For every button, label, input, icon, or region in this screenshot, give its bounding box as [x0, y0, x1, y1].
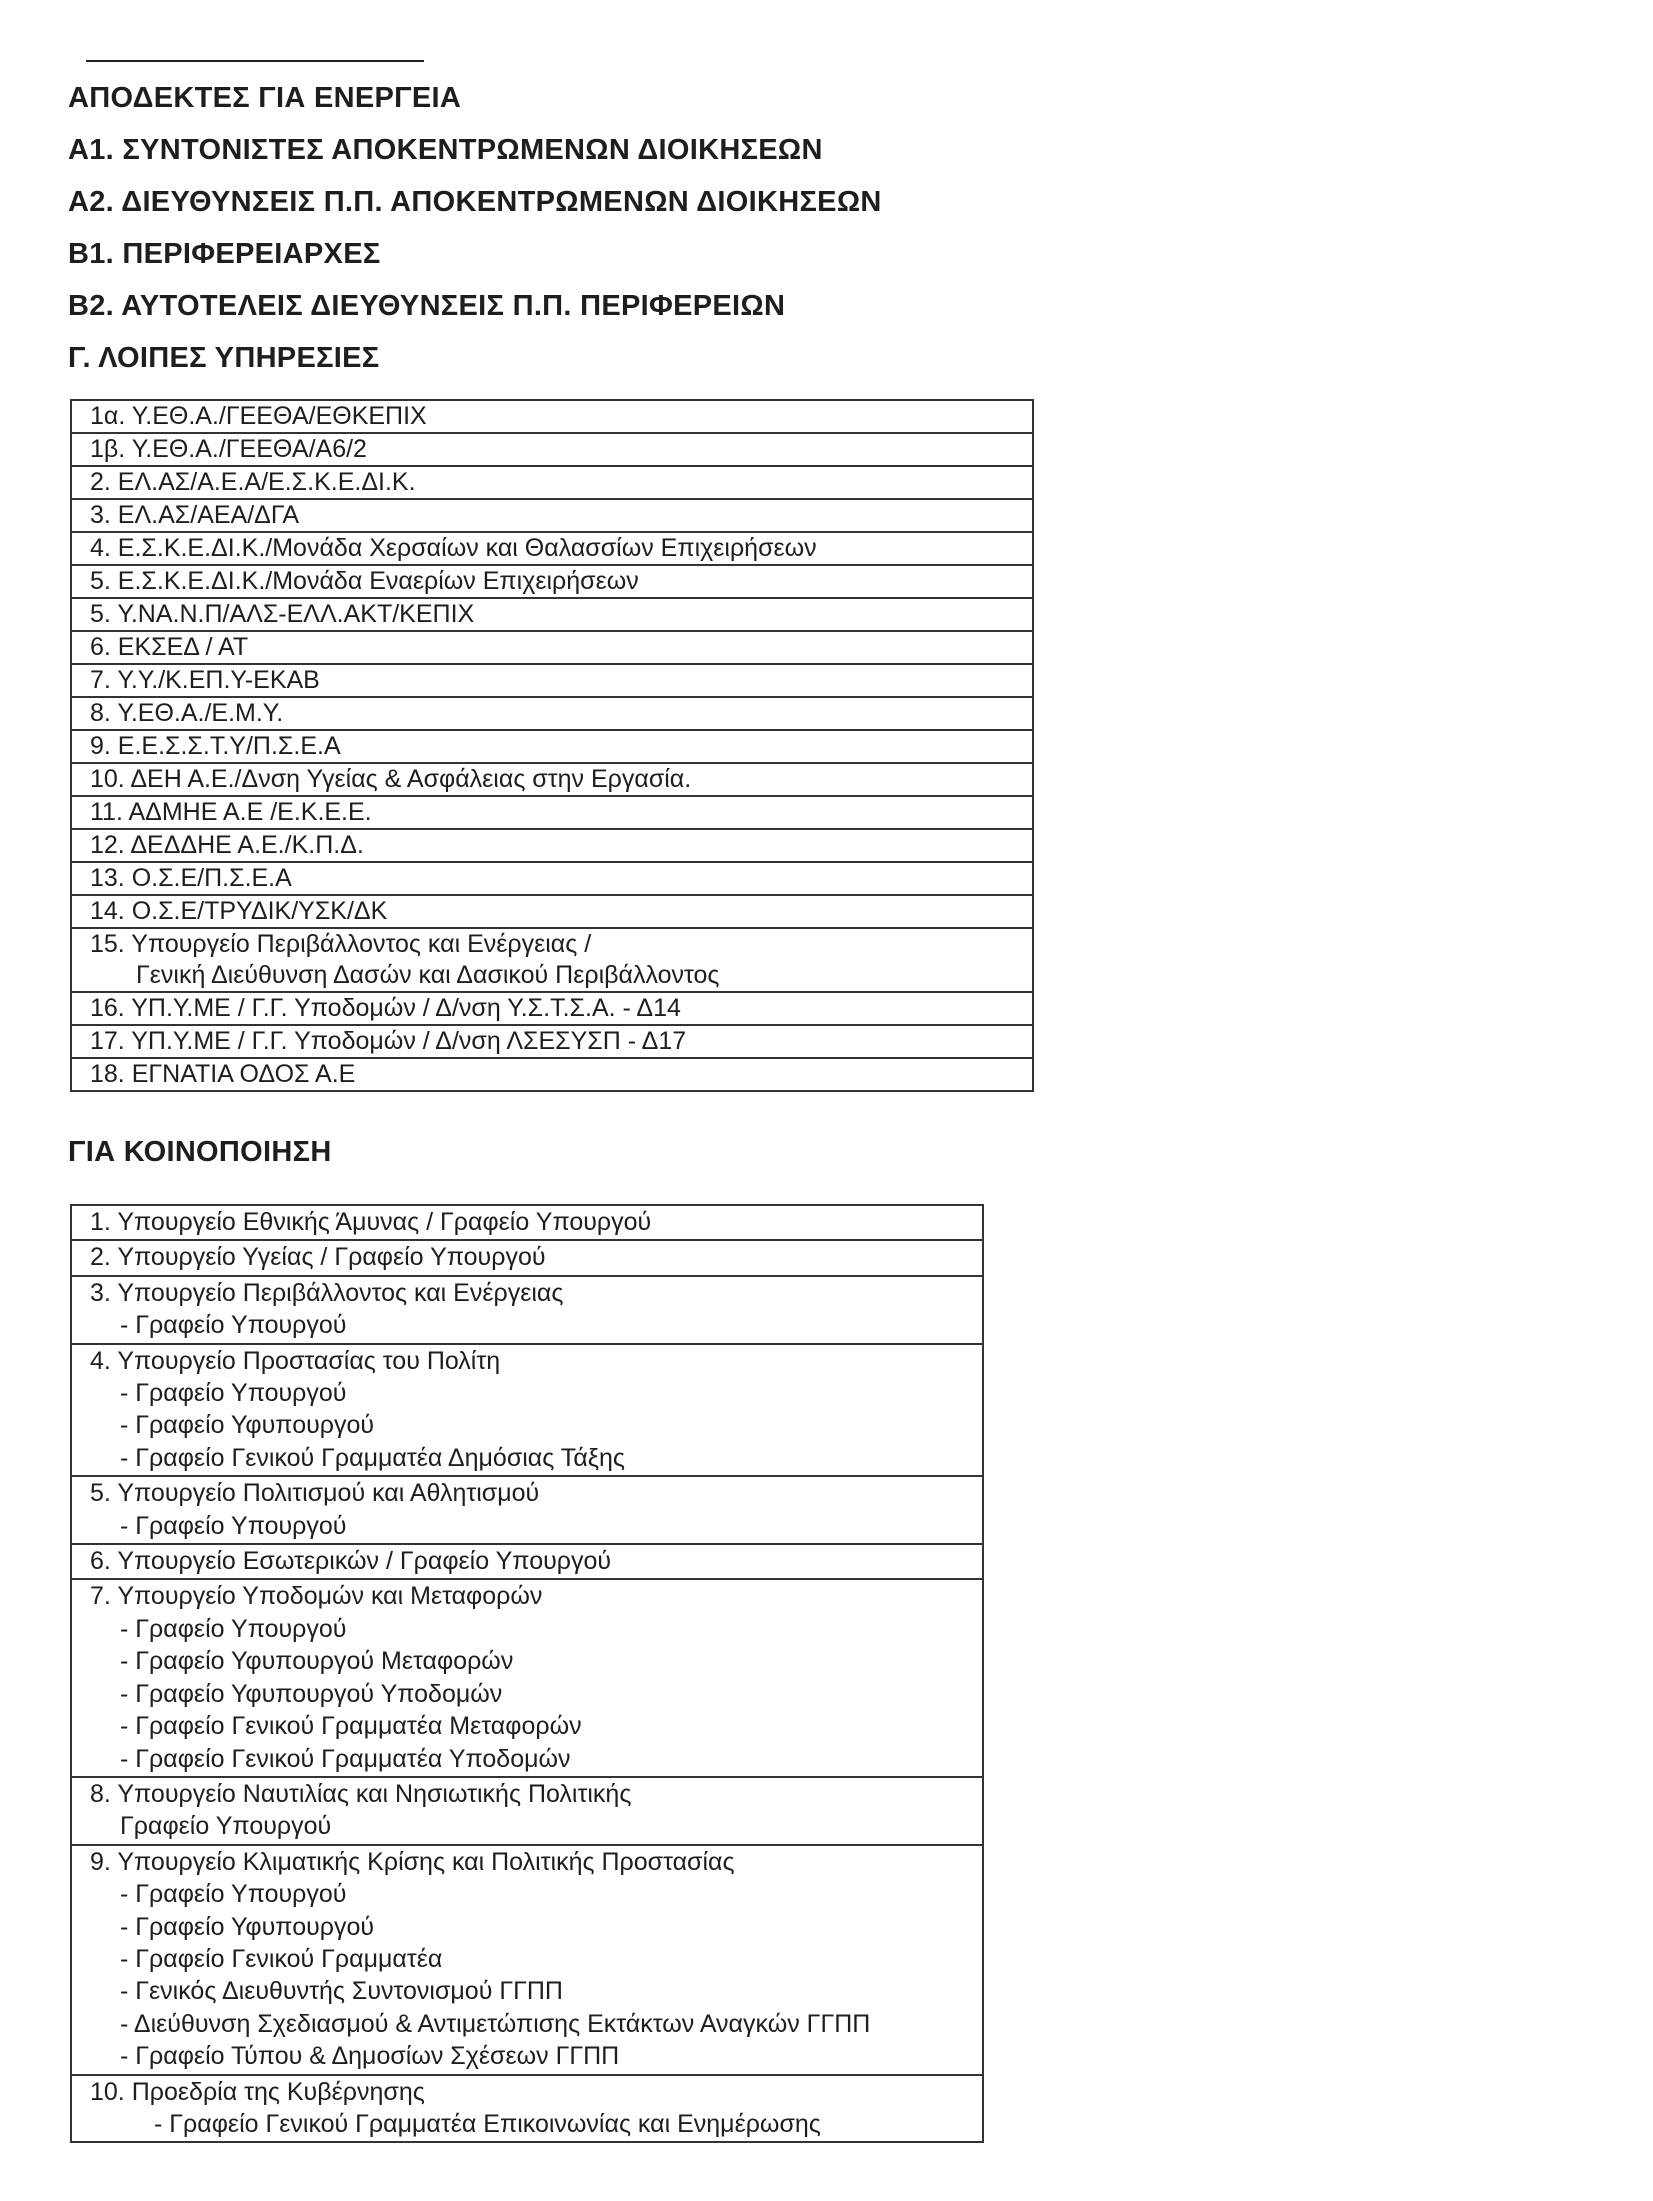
office-line: - Γενικός Διευθυντής Συντονισμού ΓΓΠΠ: [120, 1977, 563, 2006]
office-line: - Γραφείο Υφυπουργού Υποδομών: [120, 1679, 503, 1708]
table-row: [71, 829, 1033, 862]
table-row: [71, 1240, 983, 1275]
service-cell: 5. Ε.Σ.Κ.Ε.ΔΙ.Κ./Μονάδα Εναερίων Επιχειρήσεων: [71, 565, 1033, 598]
notification-table: [70, 1204, 984, 2143]
office-line: - Γραφείο Γενικού Γραμματέα Υποδομών: [120, 1744, 571, 1773]
ministry-title: 9. Υπουργείο Κλιματικής Κρίσης και Πολιτικής Προστασίας: [90, 1847, 735, 1876]
service-cell: 4. Ε.Σ.Κ.Ε.ΔΙ.Κ./Μονάδα Χερσαίων και Θαλασσίων Επιχειρήσεων: [71, 532, 1033, 565]
service-subline: Γενική Διεύθυνση Δασών και Δασικού Περιβάλλοντος: [136, 961, 720, 989]
office-line: - Γραφείο Υπουργού: [120, 1614, 347, 1643]
ministry-title: 5. Υπουργείο Πολιτισμού και Αθλητισμού: [90, 1479, 540, 1508]
table-row: [71, 631, 1033, 664]
service-cell: 14. Ο.Σ.Ε/ΤΡΥΔΙΚ/ΥΣΚ/ΔΚ: [71, 895, 1033, 928]
service-cell: 17. ΥΠ.Υ.ΜΕ / Γ.Γ. Υποδομών / Δ/νση ΛΣΕΣΥΣΠ - Δ17: [71, 1025, 1033, 1058]
ministry-cell: [71, 1344, 983, 1477]
ministry-title: 2. Υπουργείο Υγείας / Γραφείο Υπουργού: [90, 1243, 546, 1272]
service-cell: 8. Υ.ΕΘ.Α./Ε.Μ.Υ.: [71, 697, 1033, 730]
table-row: [71, 730, 1033, 763]
heading-recipients-action: ΑΠΟΔΕΚΤΕΣ ΓΙΑ ΕΝΕΡΓΕΙΑ: [68, 82, 462, 114]
office-line: - Γραφείο Υπουργού: [120, 1511, 347, 1540]
ministry-cell: [71, 1579, 983, 1776]
ministry-title: 8. Υπουργείο Ναυτιλίας και Νησιωτικής Πολιτικής: [90, 1779, 632, 1808]
table-row: [71, 1579, 983, 1776]
heading-b1: Β1. ΠΕΡΙΦΕΡΕΙΑΡΧΕΣ: [68, 238, 381, 270]
table-row: [71, 466, 1033, 499]
service-cell: 3. ΕΛ.ΑΣ/ΑΕΑ/ΔΓΑ: [71, 499, 1033, 532]
table-row: [71, 697, 1033, 730]
office-line: - Γραφείο Υφυπουργού: [120, 1411, 375, 1440]
service-cell: 2. ΕΛ.ΑΣ/Α.Ε.Α/Ε.Σ.Κ.Ε.ΔΙ.Κ.: [71, 466, 1033, 499]
service-cell: 9. Ε.Ε.Σ.Σ.Τ.Υ/Π.Σ.Ε.Α: [71, 730, 1033, 763]
office-line: - Γραφείο Υφυπουργού: [120, 1912, 375, 1941]
office-line: - Γραφείο Γενικού Γραμματέα: [120, 1944, 443, 1973]
ministry-title: 3. Υπουργείο Περιβάλλοντος και Ενέργειας: [90, 1278, 564, 1307]
table-row: [71, 664, 1033, 697]
table-row: [71, 565, 1033, 598]
ministry-title: 7. Υπουργείο Υποδομών και Μεταφορών: [90, 1582, 543, 1611]
table-row: [71, 2075, 983, 2143]
ministry-cell: [71, 1845, 983, 2075]
ministry-title: 6. Υπουργείο Εσωτερικών / Γραφείο Υπουργού: [90, 1547, 612, 1576]
table-row: [71, 598, 1033, 631]
office-line: - Γραφείο Υπουργού: [120, 1311, 347, 1340]
office-line: - Γραφείο Γενικού Γραμματέα Επικοινωνίας και Ενημέρωσης: [154, 2109, 821, 2138]
ministry-title: 10. Προεδρία της Κυβέρνησης: [90, 2077, 425, 2106]
table-row: [71, 1025, 1033, 1058]
table-row: [71, 1544, 983, 1579]
ministry-cell: [71, 1777, 983, 1845]
table-row: [71, 1845, 983, 2075]
table-row: [71, 1344, 983, 1477]
table-row: [71, 400, 1033, 433]
heading-g-other-services: Γ. ΛΟΙΠΕΣ ΥΠΗΡΕΣΙΕΣ: [68, 342, 380, 374]
service-cell: 5. Υ.ΝΑ.Ν.Π/ΑΛΣ-ΕΛΛ.ΑΚΤ/ΚΕΠΙΧ: [71, 598, 1033, 631]
ministry-cell: [71, 1276, 983, 1344]
office-line: - Γραφείο Γενικού Γραμματέα Δημόσιας Τάξης: [120, 1443, 625, 1472]
office-line: - Γραφείο Υπουργού: [120, 1379, 347, 1408]
service-cell: 7. Υ.Υ./Κ.ΕΠ.Υ-ΕΚΑΒ: [71, 664, 1033, 697]
ministry-cell: [71, 2075, 983, 2143]
table-row: [71, 992, 1033, 1025]
service-cell: [71, 928, 1033, 992]
ministry-cell: [71, 1544, 983, 1579]
heading-a1: Α1. ΣΥΝΤΟΝΙΣΤΕΣ ΑΠΟΚΕΝΤΡΩΜΕΝΩΝ ΔΙΟΙΚΗΣΕΩΝ: [68, 134, 823, 166]
table-row: [71, 433, 1033, 466]
office-line: - Διεύθυνση Σχεδιασμού & Αντιμετώπισης Εκτάκτων Αναγκών ΓΓΠΠ: [120, 2009, 871, 2038]
ministry-cell: [71, 1240, 983, 1275]
service-line: 15. Υπουργείο Περιβάλλοντος και Ενέργειας /: [90, 930, 592, 958]
office-line: - Γραφείο Τύπου & Δημοσίων Σχέσεων ΓΓΠΠ: [120, 2042, 620, 2071]
table-row: [71, 1276, 983, 1344]
table-row: [71, 928, 1033, 992]
office-line: - Γραφείο Υφυπουργού Μεταφορών: [120, 1647, 514, 1676]
table-row: [71, 1476, 983, 1544]
service-cell: 1α. Υ.ΕΘ.Α./ΓΕΕΘΑ/ΕΘΚΕΠΙΧ: [71, 400, 1033, 433]
ministry-cell: [71, 1476, 983, 1544]
service-cell: 6. ΕΚΣΕΔ / ΑΤ: [71, 631, 1033, 664]
office-line: - Γραφείο Γενικού Γραμματέα Μεταφορών: [120, 1712, 582, 1741]
table-row: [71, 862, 1033, 895]
table-row: [71, 1205, 983, 1240]
heading-a2: Α2. ΔΙΕΥΘΥΝΣΕΙΣ Π.Π. ΑΠΟΚΕΝΤΡΩΜΕΝΩΝ ΔΙΟΙΚΗΣΕΩΝ: [68, 186, 882, 218]
service-cell: 13. Ο.Σ.Ε/Π.Σ.Ε.Α: [71, 862, 1033, 895]
ministry-cell: [71, 1205, 983, 1240]
service-cell: 11. ΑΔΜΗΕ Α.Ε /Ε.Κ.Ε.Ε.: [71, 796, 1033, 829]
table-row: [71, 1777, 983, 1845]
office-line: - Γραφείο Υπουργού: [120, 1880, 347, 1909]
table-row: [71, 499, 1033, 532]
service-cell: 12. ΔΕΔΔΗΕ Α.Ε./Κ.Π.Δ.: [71, 829, 1033, 862]
ministry-title: 1. Υπουργείο Εθνικής Άμυνας / Γραφείο Υπουργού: [90, 1208, 652, 1236]
top-separator-line: [86, 60, 424, 62]
service-cell: 18. ΕΓΝΑΤΙΑ ΟΔΟΣ Α.Ε: [71, 1058, 1033, 1091]
service-cell: 16. ΥΠ.Υ.ΜΕ / Γ.Γ. Υποδομών / Δ/νση Υ.Σ.Τ.Σ.Α. - Δ14: [71, 992, 1033, 1025]
office-line: Γραφείο Υπουργού: [120, 1812, 332, 1841]
ministry-title: 4. Υπουργείο Προστασίας του Πολίτη: [90, 1346, 501, 1375]
table-row: [71, 796, 1033, 829]
table-row: [71, 763, 1033, 796]
table-row: [71, 1058, 1033, 1091]
service-cell: 10. ΔΕΗ Α.Ε./Δνση Υγείας & Ασφάλειας στην Εργασία.: [71, 763, 1033, 796]
heading-notification: ΓΙΑ ΚΟΙΝΟΠΟΙΗΣΗ: [68, 1136, 332, 1168]
other-services-table: [70, 399, 1034, 1092]
table-row: [71, 895, 1033, 928]
table-row: [71, 532, 1033, 565]
service-cell: 1β. Υ.ΕΘ.Α./ΓΕΕΘΑ/Α6/2: [71, 433, 1033, 466]
heading-b2: Β2. ΑΥΤΟΤΕΛΕΙΣ ΔΙΕΥΘΥΝΣΕΙΣ Π.Π. ΠΕΡΙΦΕΡΕΙΩΝ: [68, 290, 786, 322]
